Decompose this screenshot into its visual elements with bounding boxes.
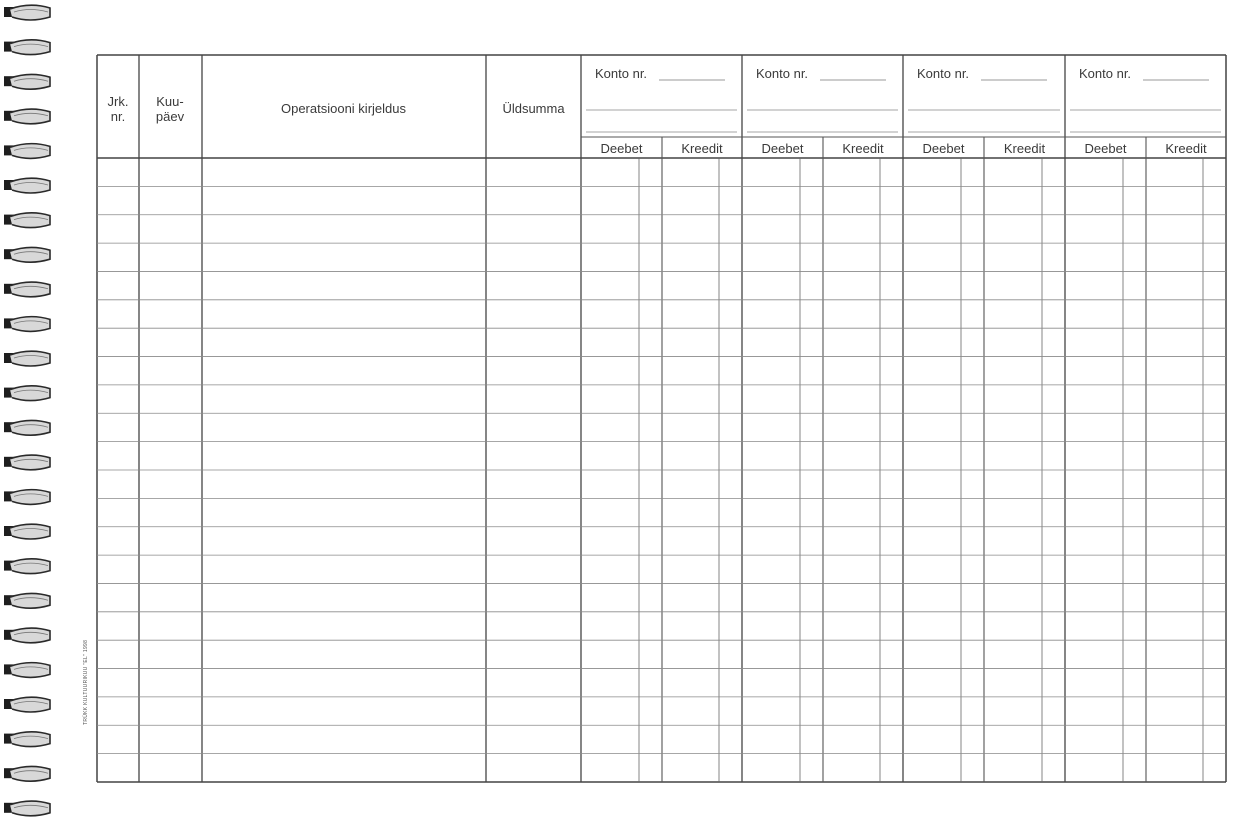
col-header-row-number: Jrk. nr. bbox=[107, 94, 129, 124]
account-2-number-label: Konto nr. bbox=[756, 66, 809, 81]
account-4-number-label: Konto nr. bbox=[1079, 66, 1132, 81]
account-1-debit-header: Deebet bbox=[600, 141, 643, 156]
account-3-credit-header: Kreedit bbox=[1003, 141, 1046, 156]
col-header-description: Operatsiooni kirjeldus bbox=[280, 101, 406, 116]
account-4-debit-header: Deebet bbox=[1084, 141, 1127, 156]
account-2-credit-header: Kreedit bbox=[842, 141, 884, 156]
account-2-debit-header: Deebet bbox=[761, 141, 804, 156]
account-4-credit-header: Kreedit bbox=[1165, 141, 1207, 156]
account-3-number-label: Konto nr. bbox=[917, 66, 970, 81]
account-3-debit-header: Deebet bbox=[922, 141, 965, 156]
printer-imprint: TRÜKK KULTUURIKUU "EL" 1998 bbox=[83, 639, 89, 725]
col-header-total: Üldsumma bbox=[502, 101, 565, 116]
account-1-number-label: Konto nr. bbox=[595, 66, 648, 81]
col-header-date: Kuu- päev bbox=[155, 94, 185, 124]
account-1-credit-header: Kreedit bbox=[681, 141, 723, 156]
